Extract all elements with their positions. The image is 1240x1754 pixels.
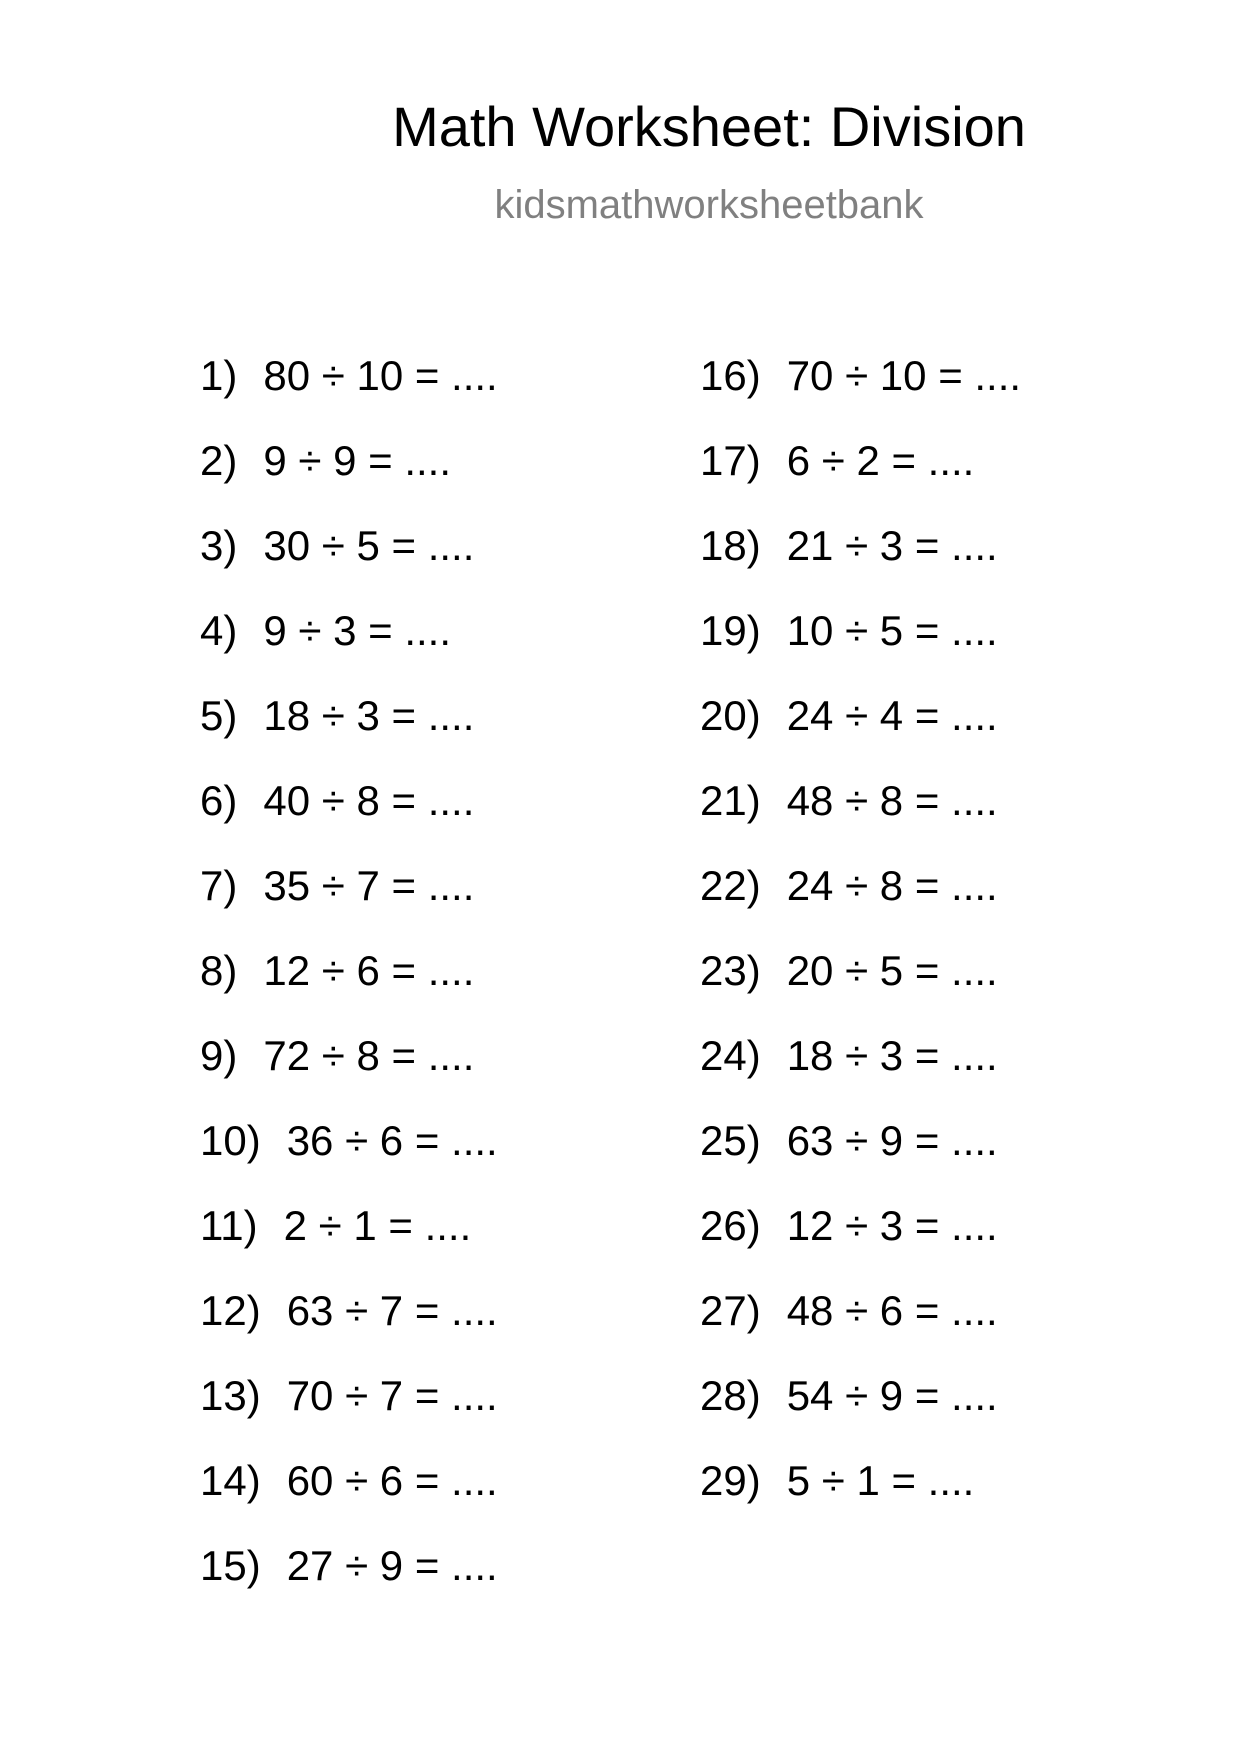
problem-item — [700, 692, 998, 740]
problem-item — [200, 1117, 498, 1165]
problem-number: 20) — [700, 692, 761, 739]
problem-item — [200, 947, 474, 995]
problem-number: 1) — [200, 352, 238, 399]
problem-expression: 60 ÷ 6 = .... — [286, 1457, 498, 1504]
problem-number: 15) — [200, 1542, 261, 1589]
problem-number: 24) — [700, 1032, 761, 1079]
problem-expression: 2 ÷ 1 = .... — [283, 1202, 472, 1249]
problem-expression: 27 ÷ 9 = .... — [286, 1542, 498, 1589]
problem-item — [700, 1202, 998, 1250]
problem-item — [700, 1117, 998, 1165]
problem-item — [200, 1542, 498, 1590]
problem-number: 16) — [700, 352, 761, 399]
problem-item — [200, 522, 474, 570]
problem-item — [200, 777, 474, 825]
problem-item — [700, 1032, 998, 1080]
problem-expression: 48 ÷ 8 = .... — [786, 777, 998, 824]
problem-expression: 35 ÷ 7 = .... — [263, 862, 475, 909]
problem-number: 14) — [200, 1457, 261, 1504]
problem-expression: 12 ÷ 6 = .... — [263, 947, 475, 994]
problem-item — [200, 1032, 474, 1080]
problem-expression: 70 ÷ 10 = .... — [786, 352, 1022, 399]
problem-expression: 40 ÷ 8 = .... — [263, 777, 475, 824]
problem-item — [200, 862, 474, 910]
problem-expression: 10 ÷ 5 = .... — [786, 607, 998, 654]
problem-number: 17) — [700, 437, 761, 484]
problem-expression: 70 ÷ 7 = .... — [286, 1372, 498, 1419]
problem-number: 19) — [700, 607, 761, 654]
problem-expression: 20 ÷ 5 = .... — [786, 947, 998, 994]
problem-number: 10) — [200, 1117, 261, 1164]
problem-expression: 36 ÷ 6 = .... — [286, 1117, 498, 1164]
problem-item — [200, 352, 498, 400]
problem-item — [700, 1287, 998, 1335]
problem-item — [700, 1457, 974, 1505]
problem-item — [700, 522, 998, 570]
problem-expression: 24 ÷ 4 = .... — [786, 692, 998, 739]
problem-item — [700, 1372, 998, 1420]
problem-expression: 5 ÷ 1 = .... — [786, 1457, 975, 1504]
problem-expression: 63 ÷ 7 = .... — [286, 1287, 498, 1334]
problem-expression: 24 ÷ 8 = .... — [786, 862, 998, 909]
problem-number: 9) — [200, 1032, 238, 1079]
problem-number: 25) — [700, 1117, 761, 1164]
problem-expression: 21 ÷ 3 = .... — [786, 522, 998, 569]
problem-number: 8) — [200, 947, 238, 994]
problem-item — [700, 437, 974, 485]
problem-item — [200, 1287, 498, 1335]
problem-item — [700, 947, 998, 995]
problem-number: 11) — [200, 1202, 258, 1249]
problem-expression: 80 ÷ 10 = .... — [263, 352, 498, 399]
problem-number: 26) — [700, 1202, 761, 1249]
worksheet-title: Math Worksheet: Division — [392, 95, 1026, 158]
problem-item — [700, 607, 998, 655]
problem-item — [200, 1457, 498, 1505]
problem-item — [200, 1372, 498, 1420]
problem-expression: 18 ÷ 3 = .... — [263, 692, 475, 739]
problem-number: 18) — [700, 522, 761, 569]
problem-number: 27) — [700, 1287, 761, 1334]
problem-item — [700, 862, 998, 910]
problem-expression: 48 ÷ 6 = .... — [786, 1287, 998, 1334]
problem-expression: 63 ÷ 9 = .... — [786, 1117, 998, 1164]
problem-expression: 12 ÷ 3 = .... — [786, 1202, 998, 1249]
problem-number: 7) — [200, 862, 238, 909]
problem-expression: 72 ÷ 8 = .... — [263, 1032, 475, 1079]
problem-item — [200, 607, 451, 655]
problem-item — [200, 437, 451, 485]
problem-number: 13) — [200, 1372, 261, 1419]
problem-number: 2) — [200, 437, 238, 484]
problem-expression: 9 ÷ 9 = .... — [263, 437, 452, 484]
problem-item — [200, 1202, 471, 1250]
problem-expression: 9 ÷ 3 = .... — [263, 607, 452, 654]
problem-item — [700, 352, 1021, 400]
problem-number: 5) — [200, 692, 238, 739]
problem-number: 23) — [700, 947, 761, 994]
problem-number: 6) — [200, 777, 238, 824]
problem-item — [700, 777, 998, 825]
problem-number: 4) — [200, 607, 238, 654]
worksheet-source: kidsmathworksheetbank — [494, 183, 924, 227]
problem-expression: 30 ÷ 5 = .... — [263, 522, 475, 569]
problem-expression: 6 ÷ 2 = .... — [786, 437, 975, 484]
problem-number: 3) — [200, 522, 238, 569]
problem-expression: 18 ÷ 3 = .... — [786, 1032, 998, 1079]
problem-item — [200, 692, 474, 740]
problem-number: 29) — [700, 1457, 761, 1504]
problem-number: 12) — [200, 1287, 261, 1334]
problem-number: 22) — [700, 862, 761, 909]
problem-expression: 54 ÷ 9 = .... — [786, 1372, 998, 1419]
problem-number: 28) — [700, 1372, 761, 1419]
problem-number: 21) — [700, 777, 761, 824]
